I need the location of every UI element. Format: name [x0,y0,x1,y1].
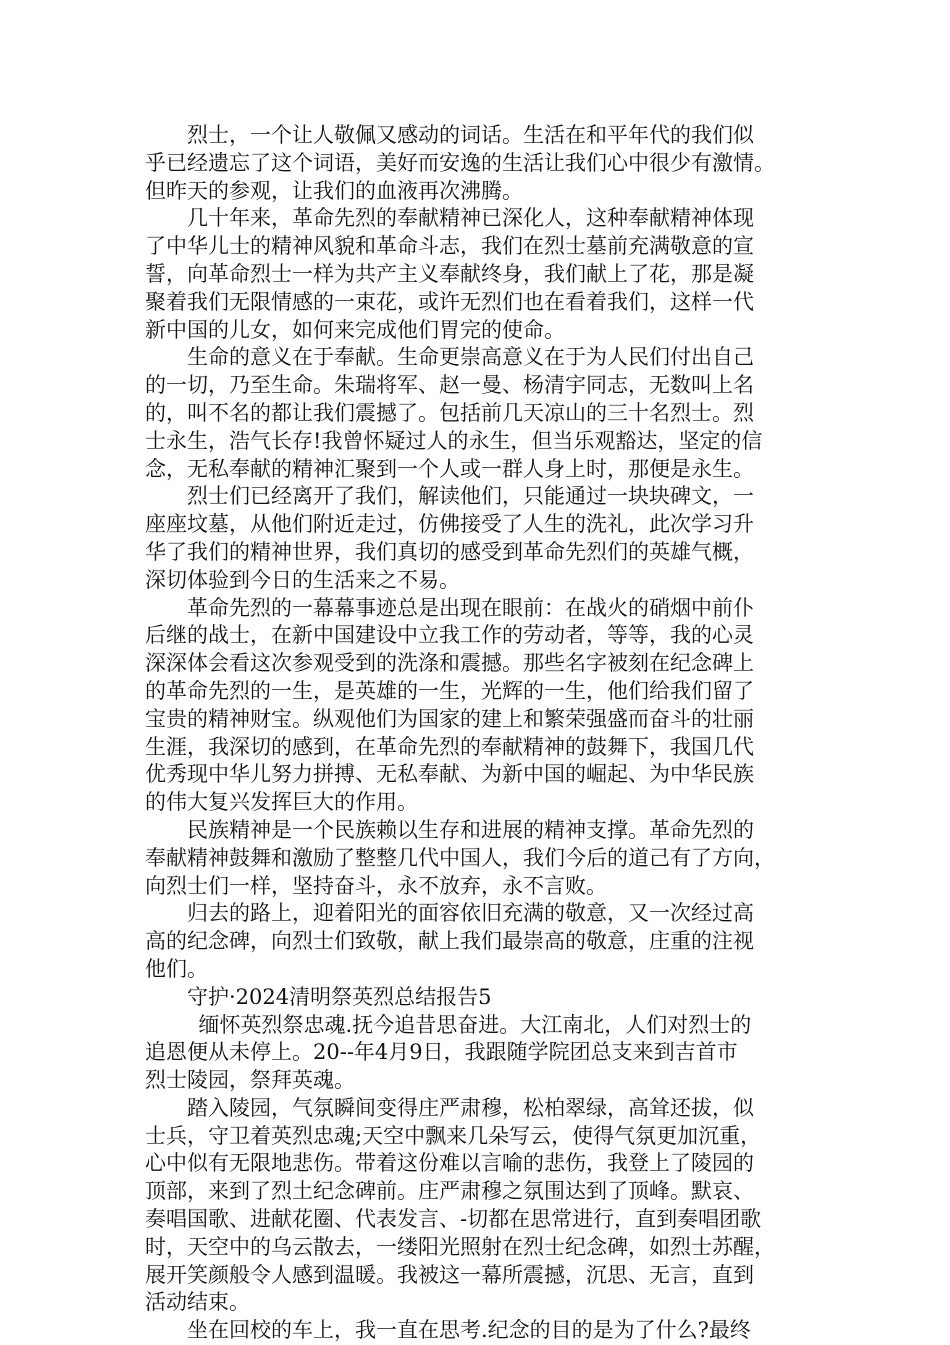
paragraph: 缅怀英烈祭忠魂.抚今追昔思奋进。大江南北，人们对烈士的 追恩便从未停上。20--年4月9日，我跟随学院团总支来到吉首市 烈士陵园，祭拜英魂。 [145,1012,752,1093]
section-heading: 守护·2024清明祭英烈总结报告5 [187,984,492,1009]
paragraph: 民族精神是一个民族赖以生存和进展的精神支撑。革命先烈的 奉献精神鼓舞和激励了整整几代中国人，我们今后的道己有了方向， 向烈士们一样，坚持奋斗，永不放弃，永不言败。 [145,817,775,898]
paragraph: 归去的路上，迎着阳光的面容依旧充满的敬意，又一次经过高 高的纪念碑，向烈士们致敬，献上我们最崇高的敬意，庄重的注视 他们。 [145,901,754,981]
paragraph: 革命先烈的一幕幕事迹总是出现在眼前：在战火的硝烟中前仆 后继的战士，在新中国建设中立我工作的劳动者，等等，我的心灵 深深体会看这次参观受到的洗涤和震撼。那些名字被刻在纪念碑上 的革命先烈的一生，是英雄的一生，光辉的一生，他们给我们留了 宝贵的精神财宝。纵观他们为国家的建上和繁荣强盛而奋斗的壮丽 生涯，我深切的感到，在革命先烈的奉献精神的鼓舞下，我国几代 优秀现中华儿努力拼搏、无私奉献、为新中国的崛起、为中华民族 的伟大复兴发挥巨大的作用。 [145,595,754,815]
paragraph: 踏入陵园，气氛瞬间变得庄严肃穆，松柏翠绿，高耸还拔，似 士兵，守卫着英烈忠魂;天空中飘来几朵写云，使得气氛更加沉重， 心中似有无限地悲伤。带着这份难以言喻的悲伤，我登上了陵园的 顶部，来到了烈土纪念碑前。庄严肃穆之氛围达到了顶峰。默哀、 奏唱国歌、进献花圈、代表发言、-切都在思常进行，直到奏唱团歌 时，天空中的乌云散去，一缕阳光照射在烈士纪念碑，如烈士苏醒， 展开笑颜般令人感到温暖。我被这一幕所震撼，沉思、无言，直到 活动结束。 [145,1095,775,1315]
paragraph: 坐在回校的车上，我一直在思考.纪念的目的是为了什么?最终 [187,1318,751,1343]
paragraph: 几十年来，革命先烈的奉献精神已深化人，这种奉献精神体现 了中华儿士的精神风貌和革命斗志，我们在烈士墓前充满敬意的宣 誓，向革命烈士一样为共产主义奉献终身，我们献上了花，那是凝 聚着我们无限情感的一束花，或许无烈们也在看着我们，这样一代 新中国的儿女，如何来完成他们胃完的使命。 [145,206,754,342]
paragraph: 生命的意义在于奉献。生命更崇高意义在于为人民们付出自己 的一切，乃至生命。朱瑞将军、赵一曼、杨清宇同志，无数叫上名 的，叫不名的都让我们震撼了。包括前几天凉山的三十名烈士。烈 士永生，浩气长存!我曾怀疑过人的永生，但当乐观豁达，坚定的信 念，无私奉献的精神汇聚到一个人或一群人身上时，那便是永生。 [145,345,763,481]
document-page [145,122,810,1345]
paragraph: 烈士，一个让人敬佩又感动的词话。生活在和平年代的我们似 乎已经遗忘了这个词语，美好而安逸的生活让我们心中很少有激情。 但昨天的参观，让我们的血液再次沸腾。 [145,123,775,203]
paragraph: 烈士们已经离开了我们，解读他们，只能通过一块块碑文，一 座座坟墓，从他们附近走过，仿佛接受了人生的洗礼，此次学习升 华了我们的精神世界，我们真切的感受到革命先烈们的英雄气概， 深切体验到今日的生活来之不易。 [145,484,754,592]
